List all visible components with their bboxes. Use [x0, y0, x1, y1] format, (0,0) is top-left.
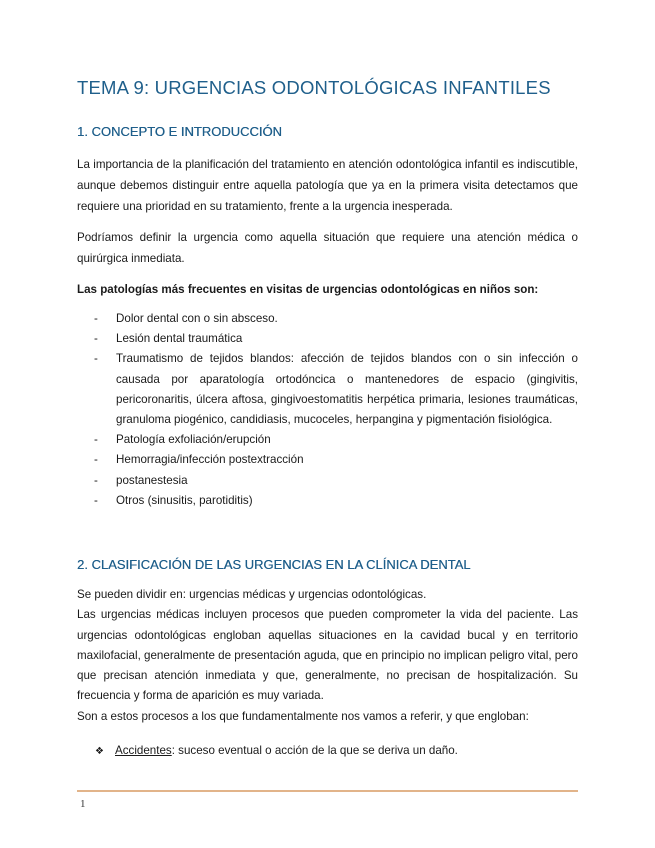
list-item: - Otros (sinusitis, parotiditis) [77, 491, 578, 511]
list-heading: Las patologías más frecuentes en visitas de urgencias odontológicas en niños son: [77, 283, 539, 296]
dash-bullet: - [94, 312, 98, 325]
page-title: TEMA 9: URGENCIAS ODONTOLÓGICAS INFANTILES [77, 77, 551, 98]
section-1-paragraph-2: Podríamos definir la urgencia como aquella situación que requiere una atención médica o quirúrgica inmediata. [77, 231, 578, 265]
dash-bullet: - [94, 352, 98, 366]
section-2-heading: 2. CLASIFICACIÓN DE LAS URGENCIAS EN LA CLÍNICA DENTAL [77, 557, 471, 572]
pathologies-list [77, 309, 578, 511]
dash-bullet: - [94, 493, 98, 507]
section-1-paragraph-1: La importancia de la planificación del tratamiento en atención odontológica infantil es indiscutible, aunque debemos distinguir entre aquella patología que ya en la primera visita detectamos que requiere una prioridad en su tratamiento, frente a la urgencia inesperada. [77, 158, 578, 213]
page-number: 1 [80, 798, 86, 810]
list-item: - Traumatismo de tejidos blandos: afección de tejidos blandos con o sin infección o causada por aparatología ortodóncica o mantenedores de espacio (gingivitis, pericoronaritis, úlcera aftosa, gingivoestomatitis herpética primaria, lesiones traumáticas, granuloma piogénico, candidiasis, mucoceles, herpangina y pigmentación fisiológica. [77, 349, 578, 430]
dash-bullet: - [94, 332, 98, 346]
list-item: - Dolor dental con o sin absceso. [77, 309, 578, 329]
dash-bullet: - [94, 433, 98, 447]
accidentes-definition: : suceso eventual o acción de la que se deriva un daño. [171, 744, 458, 757]
dash-bullet: - [94, 473, 98, 487]
accidentes-item [95, 741, 458, 762]
list-item: - Hemorragia/infección postextracción [77, 450, 578, 470]
footer-rule [77, 790, 578, 792]
list-item: - postanestesia [77, 471, 578, 491]
accidentes-term: Accidentes [115, 744, 172, 757]
list-item: - Lesión dental traumática [77, 329, 578, 349]
diamond-bullet-icon: ❖ [95, 746, 104, 757]
section-1-heading: 1. CONCEPTO E INTRODUCCIÓN [77, 124, 282, 139]
section-2-paragraph: Se pueden dividir en: urgencias médicas y urgencias odontológicas. Las urgencias médicas incluyen procesos que pueden comprometer la vida del paciente. Las urgencias odontológicas engloban aquellas situaciones en la cavidad bucal y en territorio maxilofacial, generalmente de presentación aguda, que en principio no implican peligro vital, pero que precisan atención inmediata y que, generalmente, no precisan de hospitalización. Su frecuencia y forma de aparición es muy variada. Son a estos procesos a los que fundamentalmente nos vamos a referir, y que engloban: [77, 588, 578, 723]
dash-bullet: - [94, 453, 98, 467]
list-item: - Patología exfoliación/erupción [77, 430, 578, 450]
